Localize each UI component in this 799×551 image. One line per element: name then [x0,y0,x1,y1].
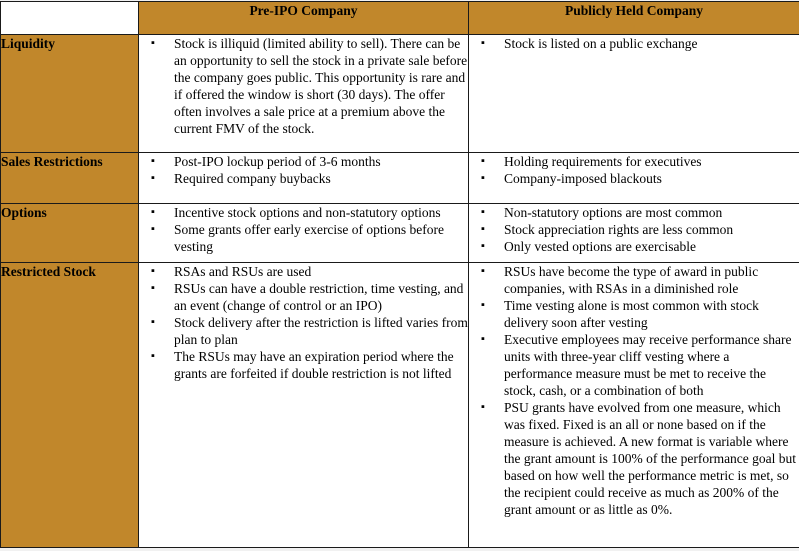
row-label-sales-restrictions: Sales Restrictions [1,153,139,204]
bullet-icon: ▪ [151,316,155,328]
bullet-text: Some grants offer early exercise of options before vesting [174,222,445,254]
bullet-icon: ▪ [151,155,155,167]
bullet-icon: ▪ [481,240,485,252]
list-item [139,348,468,382]
bullet-text: The RSUs may have an expiration period where the grants are forfeited if double restriction is not lifted [174,349,454,381]
bullet-icon: ▪ [481,155,485,167]
bullet-text: RSUs have become the type of award in public companies, with RSAs in a diminished role [504,264,759,296]
column-header-pre-ipo: Pre-IPO Company [139,2,469,35]
list-item [139,153,468,170]
column-header-public: Publicly Held Company [469,2,799,35]
table-row-liquidity [1,35,799,153]
table-row-options [1,204,799,263]
bullet-icon: ▪ [481,172,485,184]
bullet-list [469,35,799,52]
cell-liquidity-public [469,35,799,153]
bullet-icon: ▪ [151,350,155,362]
bullet-list [469,204,799,255]
list-item [469,331,799,399]
list-item [469,221,799,238]
bullet-list [139,204,468,255]
cell-restricted-pre-ipo [139,263,469,548]
bullet-icon: ▪ [481,37,485,49]
bullet-text: PSU grants have evolved from one measure, which was fixed. Fixed is an all or none based on if the measure is achieved. A new format is variable where the grant amount is 100% of the performance goal but based on how well the performance metric is met, so the recipient could receive as much as 200% of the grant amount or as little as 0%. [504,400,797,517]
cell-sales-pre-ipo [139,153,469,204]
table-row-sales-restrictions [1,153,799,204]
list-item [139,35,468,137]
row-label-restricted-stock: Restricted Stock [1,263,139,548]
list-item [469,35,799,52]
cell-options-pre-ipo [139,204,469,263]
bullet-list [139,153,468,187]
cell-restricted-public [469,263,799,548]
bullet-icon: ▪ [151,172,155,184]
bullet-icon: ▪ [481,333,485,345]
bullet-text: Post-IPO lockup period of 3-6 months [174,154,381,169]
bullet-text: RSAs and RSUs are used [174,264,312,279]
list-item [469,399,799,518]
bullet-icon: ▪ [151,206,155,218]
bullet-list [469,263,799,518]
list-item [139,280,468,314]
bullet-icon: ▪ [481,401,485,413]
header-row [1,2,799,35]
cell-sales-public [469,153,799,204]
bullet-text: Time vesting alone is most common with stock delivery soon after vesting [504,298,759,330]
bullet-text: Stock appreciation rights are less common [504,222,734,237]
bullet-text: Stock is illiquid (limited ability to sell). There can be an opportunity to sell the stock in a private sale before the company goes public. This opportunity is rare and if offered the window is short (30 days). The offer often involves a sale price at a premium above the current FMV of the stock. [174,36,468,136]
row-label-liquidity: Liquidity [1,35,139,153]
bullet-text: Only vested options are exercisable [504,239,696,254]
bullet-icon: ▪ [481,223,485,235]
bullet-text: Stock delivery after the restriction is lifted varies from plan to plan [174,315,468,347]
list-item [469,153,799,170]
bullet-icon: ▪ [481,299,485,311]
bullet-icon: ▪ [481,265,485,277]
bullet-text: RSUs can have a double restriction, time vesting, and an event (change of control or an IPO) [174,281,464,313]
list-item [469,297,799,331]
bullet-list [139,263,468,382]
list-item [469,170,799,187]
bullet-text: Company-imposed blackouts [504,171,662,186]
table-row-restricted-stock [1,263,799,548]
list-item [139,170,468,187]
list-item [469,204,799,221]
bullet-text: Non-statutory options are most common [504,205,723,220]
list-item [139,204,468,221]
row-label-options: Options [1,204,139,263]
bullet-icon: ▪ [151,223,155,235]
bullet-icon: ▪ [151,282,155,294]
corner-cell [1,2,139,35]
list-item [469,238,799,255]
bullet-text: Holding requirements for executives [504,154,702,169]
bullet-list [469,153,799,187]
bullet-list [139,35,468,137]
list-item [139,221,468,255]
comparison-table [0,1,799,548]
cell-options-public [469,204,799,263]
list-item [139,314,468,348]
bullet-text: Incentive stock options and non-statutory options [174,205,441,220]
bullet-icon: ▪ [481,206,485,218]
list-item [139,263,468,280]
list-item [469,263,799,297]
cell-liquidity-pre-ipo [139,35,469,153]
bullet-text: Executive employees may receive performance share units with three-year cliff vesting where a performance measure must be met to receive the stock, cash, or a combination of both [504,332,792,398]
bullet-icon: ▪ [151,37,155,49]
bullet-icon: ▪ [151,265,155,277]
bullet-text: Stock is listed on a public exchange [504,36,698,51]
bullet-text: Required company buybacks [174,171,331,186]
